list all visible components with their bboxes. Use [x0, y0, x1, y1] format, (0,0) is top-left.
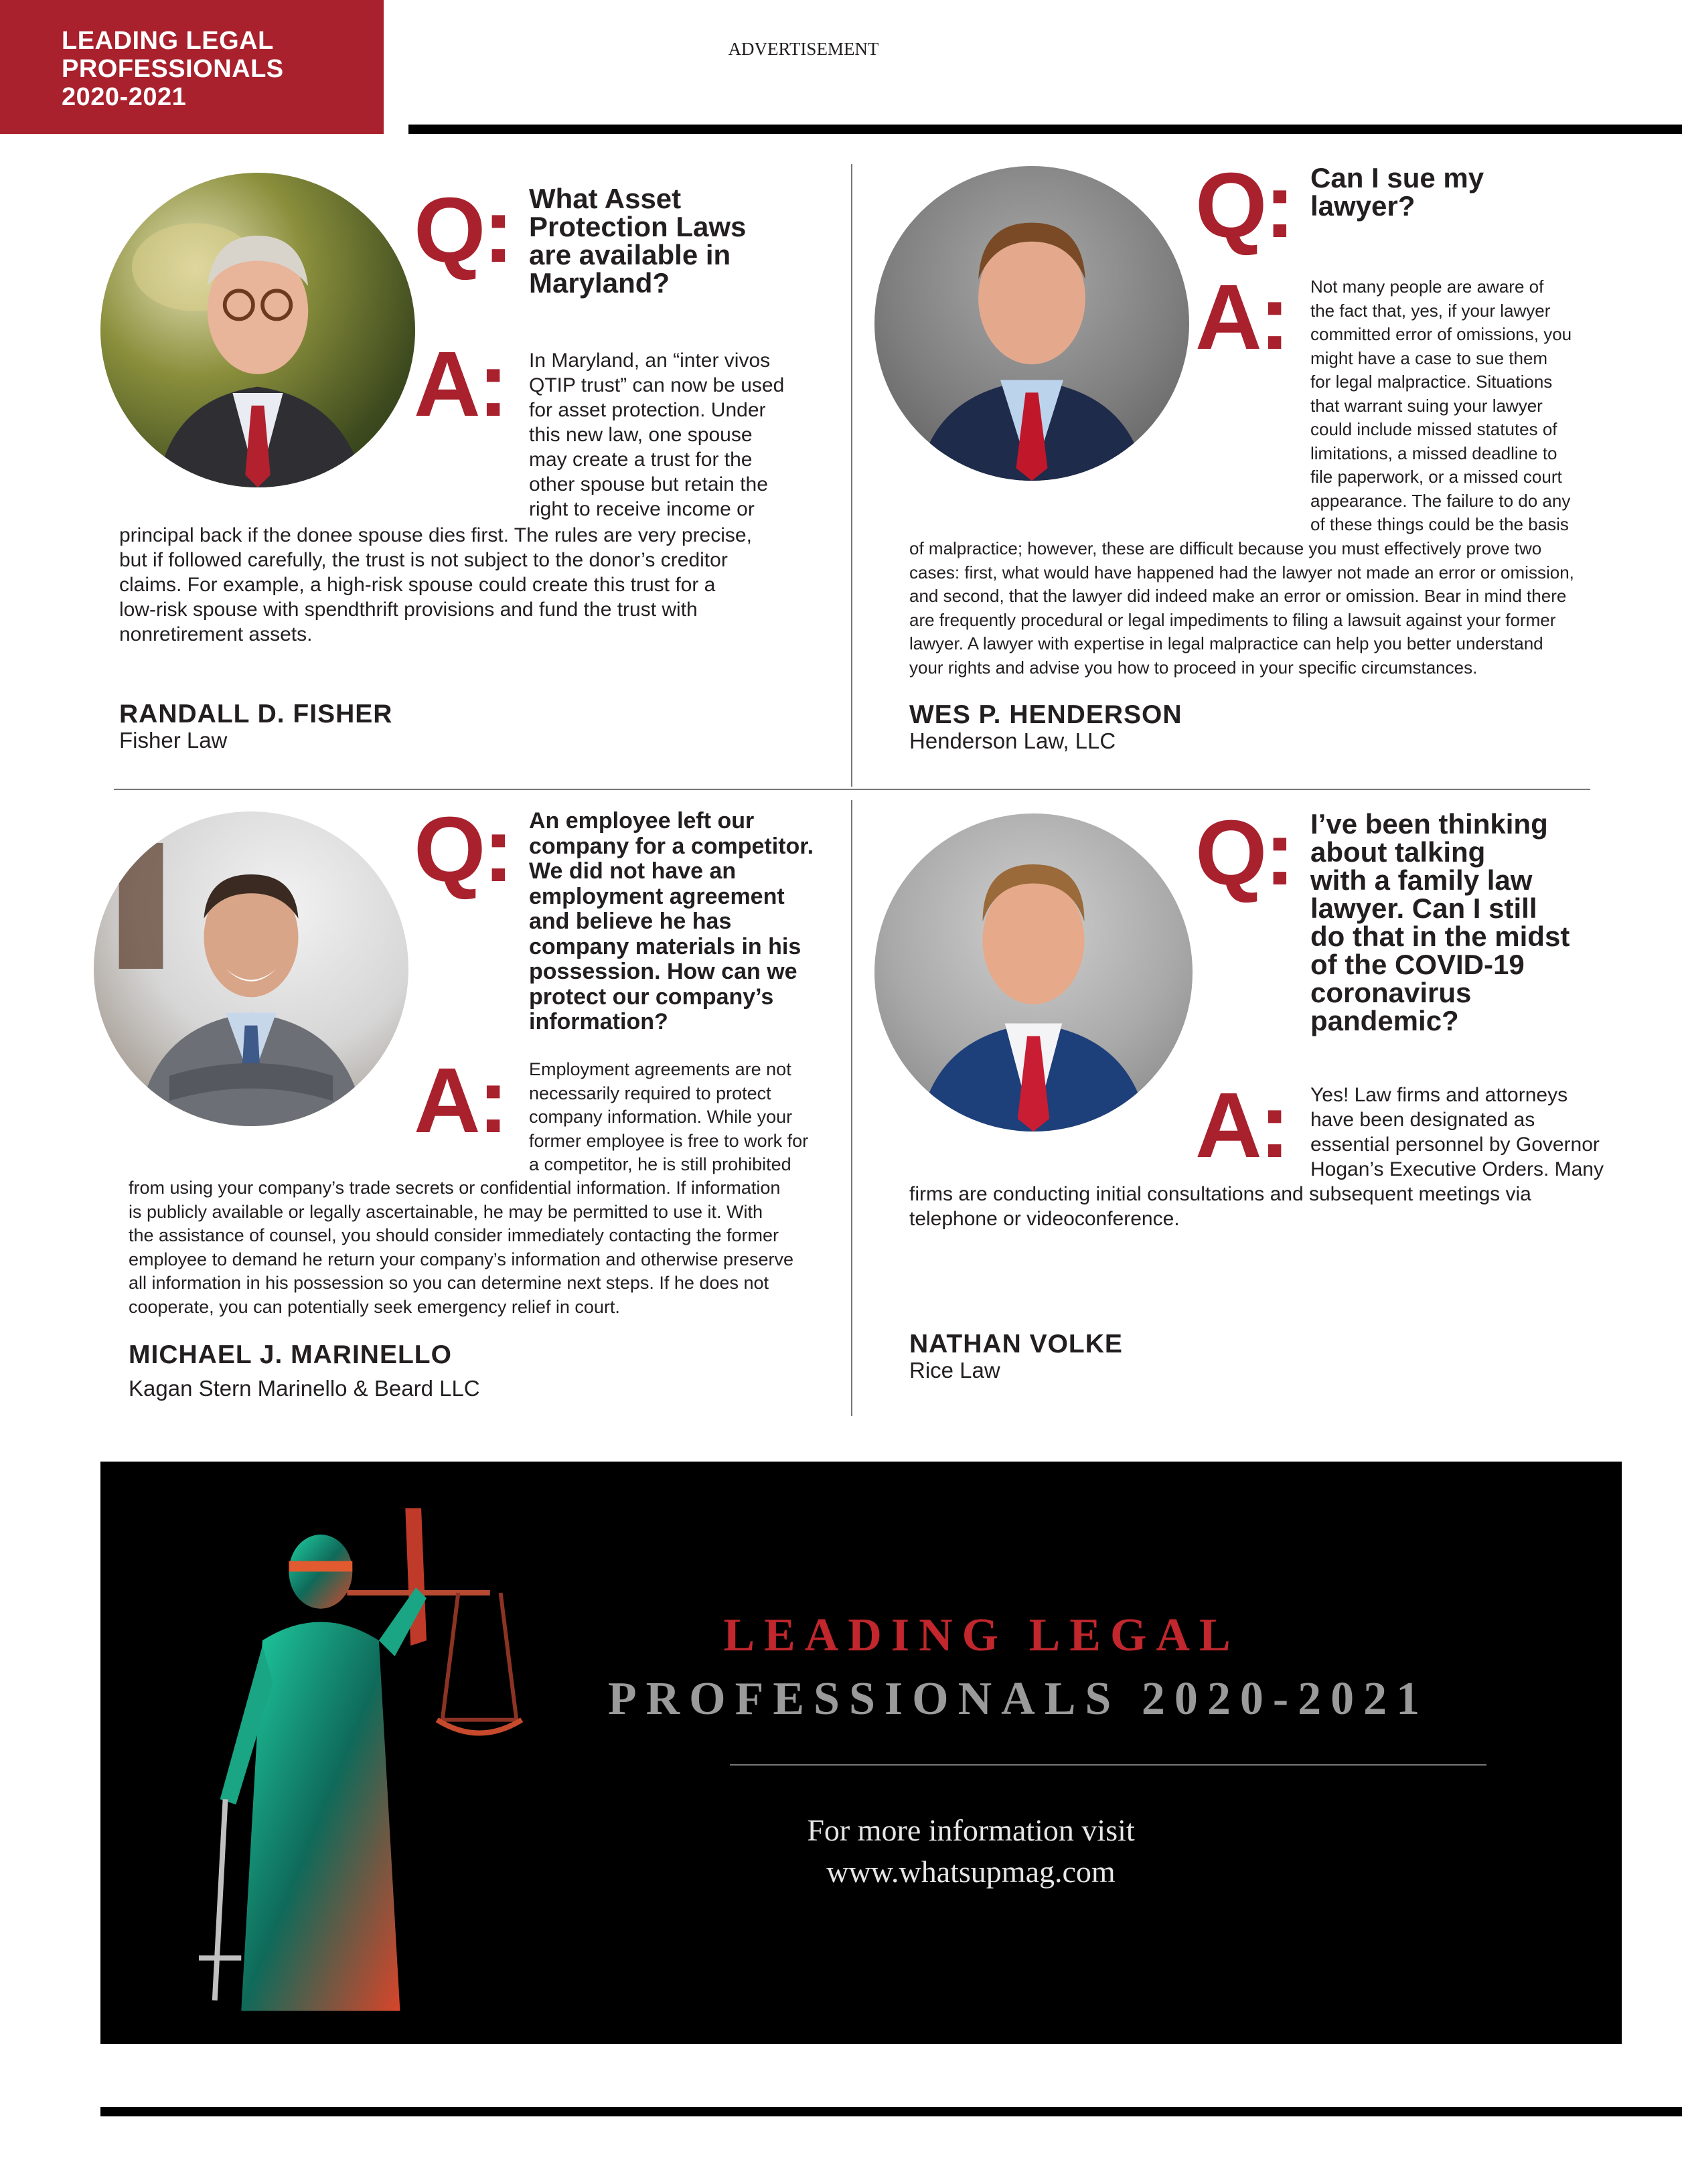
- person-photo-icon: [94, 811, 408, 1126]
- row-divider: [114, 789, 1590, 790]
- answer-text: In Maryland, an “inter vivos QTIP trust” can now be used for asset protection. Under this new law, one spouse may create a trust for the other spouse but retain the right to receive income or: [529, 349, 785, 520]
- fisher-portrait: [100, 173, 415, 487]
- q-mark: Q:: [1195, 154, 1293, 257]
- q-mark: Q:: [414, 179, 512, 282]
- volke-portrait: [874, 813, 1193, 1132]
- person-photo-icon: [874, 813, 1193, 1132]
- q-mark: Q:: [414, 798, 512, 901]
- banner-title-line1: LEADING LEGAL: [723, 1610, 1240, 1661]
- answer-text: Yes! Law firms and attorneys have been designated as essential personnel by Governor Hogan’s Executive Orders. Many: [1310, 1084, 1604, 1180]
- lady-justice-icon: [181, 1482, 556, 2037]
- firm-name: Henderson Law, LLC: [909, 728, 1116, 753]
- answer-continuation: firms are conducting initial consultations and subsequent meetings via telephone or videoconference.: [909, 1183, 1531, 1230]
- q-mark: Q:: [1195, 801, 1293, 905]
- answer-text: Employment agreements are not necessarily required to protect company information. While your former employee is free to work for a competitor, he is still prohibited: [529, 1059, 809, 1174]
- firm-name: Rice Law: [909, 1358, 1000, 1383]
- person-photo-icon: [100, 173, 415, 487]
- a-mark: A:: [414, 1049, 506, 1152]
- a-mark: A:: [1195, 266, 1288, 369]
- column-divider-top: [851, 164, 852, 787]
- marinello-portrait: [94, 811, 408, 1126]
- firm-name: Kagan Stern Marinello & Beard LLC: [129, 1376, 480, 1401]
- firm-name: Fisher Law: [119, 728, 228, 753]
- answer-text: Not many people are aware of the fact that, yes, if your lawyer committed error of omissions, you might have a case to sue them for legal malpractice. Situations that warrant suing your lawyer could include missed statutes of limitations, a missed deadline to file paperwork, or a missed court appearance. The failure to do any of these things could be the basis: [1310, 277, 1572, 534]
- bottom-rule: [100, 2107, 1682, 2116]
- corner-title: LEADING LEGAL PROFESSIONALS 2020-2021: [62, 27, 284, 111]
- answer-continuation: of malpractice; however, these are difficult because you must effectively prove two cases: first, what would have happened had the lawyer not made an error or omission, and second, that the lawyer did indeed make an error or omission. Bear in mind there are frequently procedural or legal impediments to filing a lawsuit against your former lawyer. A lawyer with expertise in legal malpractice can help you better understand your rights and advise you how to proceed in your specific circumstances.: [909, 538, 1574, 678]
- attorney-name: RANDALL D. FISHER: [119, 700, 393, 728]
- promo-banner: [100, 1462, 1622, 2044]
- answer-continuation: from using your company’s trade secrets or confidential information. If information is publicly available or legally ascertainable, he may be permitted to use it. With the assistance of counsel, you should consider immediately contacting the former employee to demand he return your company’s information and otherwise preserve all information in his possession so you can determine next steps. If he does not cooperate, you can potentially seek emergency relief in court.: [129, 1178, 794, 1317]
- banner-divider: [730, 1764, 1486, 1766]
- advertisement-label: ADVERTISEMENT: [728, 39, 879, 59]
- attorney-name: MICHAEL J. MARINELLO: [129, 1340, 452, 1369]
- attorney-name: NATHAN VOLKE: [909, 1330, 1123, 1358]
- section-corner-label: [0, 0, 384, 134]
- henderson-portrait: [874, 166, 1189, 481]
- banner-title-line2: PROFESSIONALS 2020-2021: [607, 1673, 1430, 1725]
- question-text: What Asset Protection Laws are available in Maryland?: [529, 183, 747, 299]
- attorney-name: WES P. HENDERSON: [909, 700, 1182, 729]
- person-photo-icon: [874, 166, 1189, 481]
- top-rule: [408, 125, 1682, 134]
- a-mark: A:: [414, 333, 506, 436]
- website-link[interactable]: www.whatsupmag.com: [826, 1855, 1116, 1889]
- column-divider-bottom: [851, 800, 852, 1416]
- question-text: I’ve been thinking about talking with a family law lawyer. Can I still do that in the midst of the COVID-19 coronavirus pandemic?: [1310, 808, 1570, 1036]
- banner-info: For more information visit www.whatsupmag.com: [636, 1810, 1306, 1893]
- a-mark: A:: [1195, 1074, 1288, 1177]
- answer-continuation: principal back if the donee spouse dies first. The rules are very precise, but if followed carefully, the trust is not subject to the donor’s creditor claims. For example, a high-risk spouse could create this trust for a low-risk spouse with spendthrift provisions and fund the trust with nonretirement assets.: [119, 524, 752, 645]
- question-text: Can I sue my lawyer?: [1310, 162, 1484, 222]
- question-text: An employee left our company for a competitor. We did not have an employment agreement and believe he has company materials in his possession. How can we protect our company’s information?: [529, 808, 814, 1034]
